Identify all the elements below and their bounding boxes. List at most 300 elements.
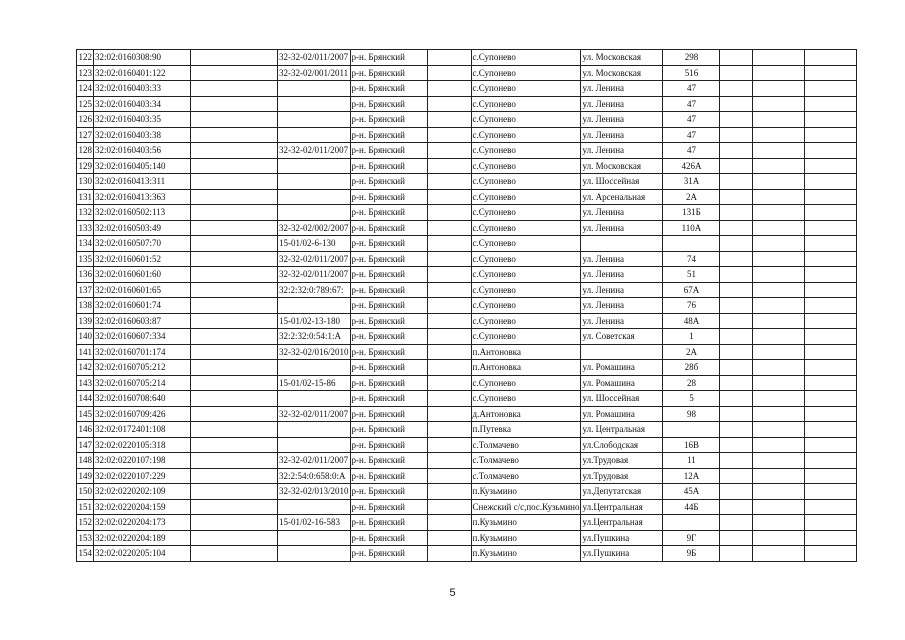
blank-cell-cell bbox=[753, 158, 805, 174]
row-number-cell: 142 bbox=[77, 360, 94, 376]
table-row bbox=[77, 360, 857, 376]
settlement-cell: с.Супонево bbox=[471, 174, 581, 190]
cadastral-number-cell: 32:02:0160405:140 bbox=[94, 158, 191, 174]
row-number-cell: 122 bbox=[77, 50, 94, 66]
blank-cell-cell bbox=[720, 437, 753, 453]
blank-cell-cell bbox=[720, 344, 753, 360]
blank-cell-cell bbox=[427, 96, 471, 112]
blank-cell-cell bbox=[720, 360, 753, 376]
district-cell: р-н. Брянский bbox=[350, 391, 427, 407]
blank-cell-cell bbox=[805, 422, 857, 438]
blank-cell-cell bbox=[753, 499, 805, 515]
house-number-cell: 16В bbox=[663, 437, 720, 453]
blank-cell-cell bbox=[427, 81, 471, 97]
settlement-cell: с.Супонево bbox=[471, 267, 581, 283]
blank-cell-cell bbox=[720, 453, 753, 469]
table-row bbox=[77, 313, 857, 329]
settlement-cell: с.Супонево bbox=[471, 236, 581, 252]
blank-cell-cell bbox=[753, 468, 805, 484]
blank-cell-cell bbox=[805, 360, 857, 376]
street-cell: ул.Трудовая bbox=[581, 468, 663, 484]
row-number-cell: 139 bbox=[77, 313, 94, 329]
settlement-cell: с.Супонево bbox=[471, 189, 581, 205]
district-cell: р-н. Брянский bbox=[350, 422, 427, 438]
blank-cell-cell bbox=[753, 453, 805, 469]
blank-cell-cell bbox=[720, 50, 753, 66]
settlement-cell: с.Супонево bbox=[471, 205, 581, 221]
house-number-cell: 11 bbox=[663, 453, 720, 469]
blank-cell-cell bbox=[427, 127, 471, 143]
blank-cell-cell bbox=[805, 546, 857, 562]
registration-number-cell bbox=[278, 422, 351, 438]
blank-cell-cell bbox=[427, 437, 471, 453]
street-cell: ул. Московская bbox=[581, 65, 663, 81]
street-cell: ул. Ленина bbox=[581, 127, 663, 143]
settlement-cell: п.Антоновка bbox=[471, 344, 581, 360]
registration-number-cell: 15-01/02-6-130 bbox=[278, 236, 351, 252]
row-number-cell: 138 bbox=[77, 298, 94, 314]
row-number-cell: 152 bbox=[77, 515, 94, 531]
cadastral-number-cell: 32:02:0160603:87 bbox=[94, 313, 191, 329]
blank-cell-cell bbox=[191, 158, 278, 174]
cadastral-number-cell: 32:02:0160413:363 bbox=[94, 189, 191, 205]
blank-cell-cell bbox=[191, 530, 278, 546]
blank-cell-cell bbox=[805, 112, 857, 128]
blank-cell-cell bbox=[720, 236, 753, 252]
blank-cell-cell bbox=[427, 530, 471, 546]
blank-cell-cell bbox=[753, 546, 805, 562]
blank-cell-cell bbox=[191, 329, 278, 345]
settlement-cell: с.Супонево bbox=[471, 220, 581, 236]
row-number-cell: 133 bbox=[77, 220, 94, 236]
row-number-cell: 135 bbox=[77, 251, 94, 267]
row-number-cell: 134 bbox=[77, 236, 94, 252]
blank-cell-cell bbox=[720, 189, 753, 205]
registration-number-cell bbox=[278, 96, 351, 112]
cadastral-number-cell: 32:02:0160403:38 bbox=[94, 127, 191, 143]
cadastral-number-cell: 32:02:0160503:49 bbox=[94, 220, 191, 236]
cadastral-number-cell: 32:02:0220105:318 bbox=[94, 437, 191, 453]
blank-cell-cell bbox=[720, 112, 753, 128]
blank-cell-cell bbox=[805, 174, 857, 190]
table-row bbox=[77, 251, 857, 267]
blank-cell-cell bbox=[805, 143, 857, 159]
blank-cell-cell bbox=[191, 344, 278, 360]
blank-cell-cell bbox=[805, 50, 857, 66]
blank-cell-cell bbox=[753, 143, 805, 159]
blank-cell-cell bbox=[427, 298, 471, 314]
blank-cell-cell bbox=[805, 298, 857, 314]
cadastral-number-cell: 32:02:0220107:229 bbox=[94, 468, 191, 484]
blank-cell-cell bbox=[427, 189, 471, 205]
blank-cell-cell bbox=[753, 189, 805, 205]
district-cell: р-н. Брянский bbox=[350, 174, 427, 190]
house-number-cell: 47 bbox=[663, 143, 720, 159]
house-number-cell: 2А bbox=[663, 344, 720, 360]
blank-cell-cell bbox=[427, 422, 471, 438]
row-number-cell: 132 bbox=[77, 205, 94, 221]
blank-cell-cell bbox=[805, 329, 857, 345]
house-number-cell: 47 bbox=[663, 127, 720, 143]
table-row bbox=[77, 298, 857, 314]
cadastral-number-cell: 32:02:0160403:56 bbox=[94, 143, 191, 159]
district-cell: р-н. Брянский bbox=[350, 282, 427, 298]
row-number-cell: 130 bbox=[77, 174, 94, 190]
blank-cell-cell bbox=[753, 236, 805, 252]
blank-cell-cell bbox=[805, 127, 857, 143]
settlement-cell: с.Толмачево bbox=[471, 437, 581, 453]
table-row bbox=[77, 546, 857, 562]
house-number-cell: 67А bbox=[663, 282, 720, 298]
cadastral-number-cell: 32:02:0160507:70 bbox=[94, 236, 191, 252]
registration-number-cell bbox=[278, 546, 351, 562]
row-number-cell: 128 bbox=[77, 143, 94, 159]
house-number-cell: 131Б bbox=[663, 205, 720, 221]
district-cell: р-н. Брянский bbox=[350, 453, 427, 469]
blank-cell-cell bbox=[720, 96, 753, 112]
blank-cell-cell bbox=[753, 437, 805, 453]
table-row bbox=[77, 499, 857, 515]
blank-cell-cell bbox=[191, 236, 278, 252]
blank-cell-cell bbox=[191, 298, 278, 314]
row-number-cell: 148 bbox=[77, 453, 94, 469]
registration-number-cell: 32-32-02/011/2007 bbox=[278, 267, 351, 283]
street-cell: ул. Шоссейная bbox=[581, 391, 663, 407]
registration-number-cell bbox=[278, 189, 351, 205]
street-cell: ул.Пушкина bbox=[581, 546, 663, 562]
house-number-cell: 76 bbox=[663, 298, 720, 314]
blank-cell-cell bbox=[753, 391, 805, 407]
blank-cell-cell bbox=[427, 236, 471, 252]
blank-cell-cell bbox=[720, 174, 753, 190]
blank-cell-cell bbox=[720, 267, 753, 283]
district-cell: р-н. Брянский bbox=[350, 515, 427, 531]
row-number-cell: 153 bbox=[77, 530, 94, 546]
cadastral-number-cell: 32:02:0160705:214 bbox=[94, 375, 191, 391]
street-cell: ул. Московская bbox=[581, 158, 663, 174]
settlement-cell: с.Супонево bbox=[471, 298, 581, 314]
blank-cell-cell bbox=[191, 360, 278, 376]
blank-cell-cell bbox=[427, 329, 471, 345]
blank-cell-cell bbox=[753, 251, 805, 267]
settlement-cell: с.Супонево bbox=[471, 313, 581, 329]
house-number-cell: 110А bbox=[663, 220, 720, 236]
blank-cell-cell bbox=[753, 515, 805, 531]
street-cell: ул.Слободская bbox=[581, 437, 663, 453]
blank-cell-cell bbox=[805, 189, 857, 205]
registration-number-cell: 15-01/02-15-86 bbox=[278, 375, 351, 391]
district-cell: р-н. Брянский bbox=[350, 158, 427, 174]
blank-cell-cell bbox=[720, 406, 753, 422]
blank-cell-cell bbox=[720, 313, 753, 329]
house-number-cell: 45А bbox=[663, 484, 720, 500]
cadastral-number-cell: 32:02:0172401:108 bbox=[94, 422, 191, 438]
table-row bbox=[77, 127, 857, 143]
blank-cell-cell bbox=[191, 50, 278, 66]
row-number-cell: 136 bbox=[77, 267, 94, 283]
blank-cell-cell bbox=[427, 313, 471, 329]
blank-cell-cell bbox=[805, 236, 857, 252]
blank-cell-cell bbox=[427, 546, 471, 562]
blank-cell-cell bbox=[805, 96, 857, 112]
page-number: 5 bbox=[449, 587, 456, 599]
cadastral-number-cell: 32:02:0220204:173 bbox=[94, 515, 191, 531]
district-cell: р-н. Брянский bbox=[350, 329, 427, 345]
registration-number-cell: 32-32-02/001/2011 bbox=[278, 65, 351, 81]
blank-cell-cell bbox=[191, 453, 278, 469]
house-number-cell: 28б bbox=[663, 360, 720, 376]
street-cell: ул. Ленина bbox=[581, 220, 663, 236]
registration-number-cell bbox=[278, 81, 351, 97]
registration-number-cell: 32-32-02/016/2010 bbox=[278, 344, 351, 360]
blank-cell-cell bbox=[720, 81, 753, 97]
blank-cell-cell bbox=[720, 375, 753, 391]
blank-cell-cell bbox=[805, 205, 857, 221]
district-cell: р-н. Брянский bbox=[350, 468, 427, 484]
table-row bbox=[77, 65, 857, 81]
street-cell: ул. Арсенальная bbox=[581, 189, 663, 205]
registration-number-cell: 32-32-02/011/2007 bbox=[278, 143, 351, 159]
blank-cell-cell bbox=[720, 143, 753, 159]
blank-cell-cell bbox=[427, 143, 471, 159]
blank-cell-cell bbox=[427, 112, 471, 128]
settlement-cell: с.Супонево bbox=[471, 329, 581, 345]
street-cell: ул. Ленина bbox=[581, 267, 663, 283]
registration-number-cell bbox=[278, 360, 351, 376]
district-cell: р-н. Брянский bbox=[350, 313, 427, 329]
blank-cell-cell bbox=[191, 127, 278, 143]
table-row bbox=[77, 96, 857, 112]
table-row bbox=[77, 530, 857, 546]
blank-cell-cell bbox=[191, 313, 278, 329]
blank-cell-cell bbox=[805, 499, 857, 515]
table-row bbox=[77, 267, 857, 283]
blank-cell-cell bbox=[427, 515, 471, 531]
row-number-cell: 127 bbox=[77, 127, 94, 143]
blank-cell-cell bbox=[720, 251, 753, 267]
settlement-cell: п.Путевка bbox=[471, 422, 581, 438]
blank-cell-cell bbox=[753, 298, 805, 314]
blank-cell-cell bbox=[191, 437, 278, 453]
district-cell: р-н. Брянский bbox=[350, 220, 427, 236]
blank-cell-cell bbox=[720, 158, 753, 174]
table-row bbox=[77, 406, 857, 422]
blank-cell-cell bbox=[720, 391, 753, 407]
registration-number-cell: 32-32-02/002/2007 bbox=[278, 220, 351, 236]
street-cell: ул.Депутатская bbox=[581, 484, 663, 500]
registration-number-cell bbox=[278, 205, 351, 221]
district-cell: р-н. Брянский bbox=[350, 81, 427, 97]
district-cell: р-н. Брянский bbox=[350, 267, 427, 283]
table-row bbox=[77, 282, 857, 298]
blank-cell-cell bbox=[753, 174, 805, 190]
blank-cell-cell bbox=[720, 484, 753, 500]
registration-number-cell: 32:2:32:0:789:67: bbox=[278, 282, 351, 298]
table-row bbox=[77, 437, 857, 453]
cadastral-number-cell: 32:02:0160601:60 bbox=[94, 267, 191, 283]
cadastral-number-cell: 32:02:0160601:52 bbox=[94, 251, 191, 267]
table-row bbox=[77, 50, 857, 66]
registration-number-cell: 32-32-02/011/2007 bbox=[278, 251, 351, 267]
street-cell bbox=[581, 236, 663, 252]
registration-number-cell: 32-32-02/011/2007 bbox=[278, 50, 351, 66]
blank-cell-cell bbox=[427, 205, 471, 221]
house-number-cell: 298 bbox=[663, 50, 720, 66]
district-cell: р-н. Брянский bbox=[350, 205, 427, 221]
blank-cell-cell bbox=[720, 205, 753, 221]
blank-cell-cell bbox=[191, 205, 278, 221]
blank-cell-cell bbox=[191, 468, 278, 484]
blank-cell-cell bbox=[191, 546, 278, 562]
blank-cell-cell bbox=[427, 158, 471, 174]
table-row bbox=[77, 329, 857, 345]
settlement-cell: с.Супонево bbox=[471, 127, 581, 143]
blank-cell-cell bbox=[720, 499, 753, 515]
row-number-cell: 129 bbox=[77, 158, 94, 174]
blank-cell-cell bbox=[753, 220, 805, 236]
row-number-cell: 143 bbox=[77, 375, 94, 391]
blank-cell-cell bbox=[753, 344, 805, 360]
house-number-cell: 12А bbox=[663, 468, 720, 484]
blank-cell-cell bbox=[191, 81, 278, 97]
cadastral-number-cell: 32:02:0160705:212 bbox=[94, 360, 191, 376]
blank-cell-cell bbox=[753, 50, 805, 66]
street-cell: ул. Советская bbox=[581, 329, 663, 345]
house-number-cell: 44Б bbox=[663, 499, 720, 515]
blank-cell-cell bbox=[753, 96, 805, 112]
registration-number-cell bbox=[278, 391, 351, 407]
street-cell: ул. Ленина bbox=[581, 96, 663, 112]
settlement-cell: с.Супонево bbox=[471, 375, 581, 391]
blank-cell-cell bbox=[427, 468, 471, 484]
street-cell: ул.Центральная bbox=[581, 515, 663, 531]
blank-cell-cell bbox=[427, 267, 471, 283]
registration-number-cell bbox=[278, 158, 351, 174]
cadastral-number-cell: 32:02:0220205:104 bbox=[94, 546, 191, 562]
blank-cell-cell bbox=[753, 81, 805, 97]
cadastral-number-cell: 32:02:0160403:34 bbox=[94, 96, 191, 112]
blank-cell-cell bbox=[753, 406, 805, 422]
blank-cell-cell bbox=[191, 282, 278, 298]
blank-cell-cell bbox=[805, 375, 857, 391]
settlement-cell: п.Антоновка bbox=[471, 360, 581, 376]
house-number-cell: 426А bbox=[663, 158, 720, 174]
blank-cell-cell bbox=[805, 65, 857, 81]
cadastral-number-cell: 32:02:0160502:113 bbox=[94, 205, 191, 221]
row-number-cell: 141 bbox=[77, 344, 94, 360]
blank-cell-cell bbox=[753, 112, 805, 128]
blank-cell-cell bbox=[720, 127, 753, 143]
blank-cell-cell bbox=[805, 406, 857, 422]
district-cell: р-н. Брянский bbox=[350, 298, 427, 314]
blank-cell-cell bbox=[191, 406, 278, 422]
blank-cell-cell bbox=[720, 220, 753, 236]
blank-cell-cell bbox=[720, 298, 753, 314]
street-cell: ул. Ленина bbox=[581, 143, 663, 159]
blank-cell-cell bbox=[805, 437, 857, 453]
cadastral-number-cell: 32:02:0160601:74 bbox=[94, 298, 191, 314]
blank-cell-cell bbox=[805, 453, 857, 469]
row-number-cell: 140 bbox=[77, 329, 94, 345]
table-row bbox=[77, 174, 857, 190]
district-cell: р-н. Брянский bbox=[350, 499, 427, 515]
row-number-cell: 125 bbox=[77, 96, 94, 112]
table-row bbox=[77, 158, 857, 174]
blank-cell-cell bbox=[427, 282, 471, 298]
blank-cell-cell bbox=[753, 267, 805, 283]
table-row bbox=[77, 515, 857, 531]
blank-cell-cell bbox=[427, 375, 471, 391]
settlement-cell: с.Супонево bbox=[471, 158, 581, 174]
table-row bbox=[77, 422, 857, 438]
house-number-cell: 74 bbox=[663, 251, 720, 267]
blank-cell-cell bbox=[427, 406, 471, 422]
street-cell: ул. Ленина bbox=[581, 81, 663, 97]
street-cell bbox=[581, 344, 663, 360]
house-number-cell: 31А bbox=[663, 174, 720, 190]
district-cell: р-н. Брянский bbox=[350, 65, 427, 81]
blank-cell-cell bbox=[805, 468, 857, 484]
settlement-cell: с.Толмачево bbox=[471, 468, 581, 484]
blank-cell-cell bbox=[191, 189, 278, 205]
blank-cell-cell bbox=[191, 174, 278, 190]
house-number-cell: 47 bbox=[663, 96, 720, 112]
street-cell: ул. Ленина bbox=[581, 282, 663, 298]
street-cell: ул.Трудовая bbox=[581, 453, 663, 469]
house-number-cell: 28 bbox=[663, 375, 720, 391]
settlement-cell: п.Кузьмино bbox=[471, 546, 581, 562]
registration-number-cell: 15-01/02-13-180 bbox=[278, 313, 351, 329]
street-cell: ул. Ромашина bbox=[581, 406, 663, 422]
cadastral-number-cell: 32:02:0160413:311 bbox=[94, 174, 191, 190]
settlement-cell: с.Супонево bbox=[471, 391, 581, 407]
settlement-cell: с.Супонево bbox=[471, 81, 581, 97]
district-cell: р-н. Брянский bbox=[350, 251, 427, 267]
blank-cell-cell bbox=[427, 391, 471, 407]
table-row bbox=[77, 189, 857, 205]
blank-cell-cell bbox=[427, 484, 471, 500]
settlement-cell: п.Кузьмино bbox=[471, 484, 581, 500]
blank-cell-cell bbox=[805, 515, 857, 531]
blank-cell-cell bbox=[720, 546, 753, 562]
blank-cell-cell bbox=[427, 453, 471, 469]
house-number-cell: 51 bbox=[663, 267, 720, 283]
blank-cell-cell bbox=[427, 174, 471, 190]
table-row bbox=[77, 344, 857, 360]
district-cell: р-н. Брянский bbox=[350, 96, 427, 112]
district-cell: р-н. Брянский bbox=[350, 360, 427, 376]
blank-cell-cell bbox=[753, 205, 805, 221]
settlement-cell: Снежский с/с,пос.Кузьмино bbox=[471, 499, 581, 515]
blank-cell-cell bbox=[720, 530, 753, 546]
district-cell: р-н. Брянский bbox=[350, 50, 427, 66]
row-number-cell: 137 bbox=[77, 282, 94, 298]
cadastral-number-cell: 32:02:0220202:109 bbox=[94, 484, 191, 500]
row-number-cell: 144 bbox=[77, 391, 94, 407]
district-cell: р-н. Брянский bbox=[350, 530, 427, 546]
cadastral-number-cell: 32:02:0160701:174 bbox=[94, 344, 191, 360]
house-number-cell bbox=[663, 422, 720, 438]
cadastral-number-cell: 32:02:0160709:426 bbox=[94, 406, 191, 422]
blank-cell-cell bbox=[191, 375, 278, 391]
blank-cell-cell bbox=[805, 530, 857, 546]
table-row bbox=[77, 205, 857, 221]
settlement-cell: д.Антоновка bbox=[471, 406, 581, 422]
row-number-cell: 151 bbox=[77, 499, 94, 515]
cadastral-number-cell: 32:02:0160607:334 bbox=[94, 329, 191, 345]
table-row bbox=[77, 81, 857, 97]
settlement-cell: с.Супонево bbox=[471, 143, 581, 159]
